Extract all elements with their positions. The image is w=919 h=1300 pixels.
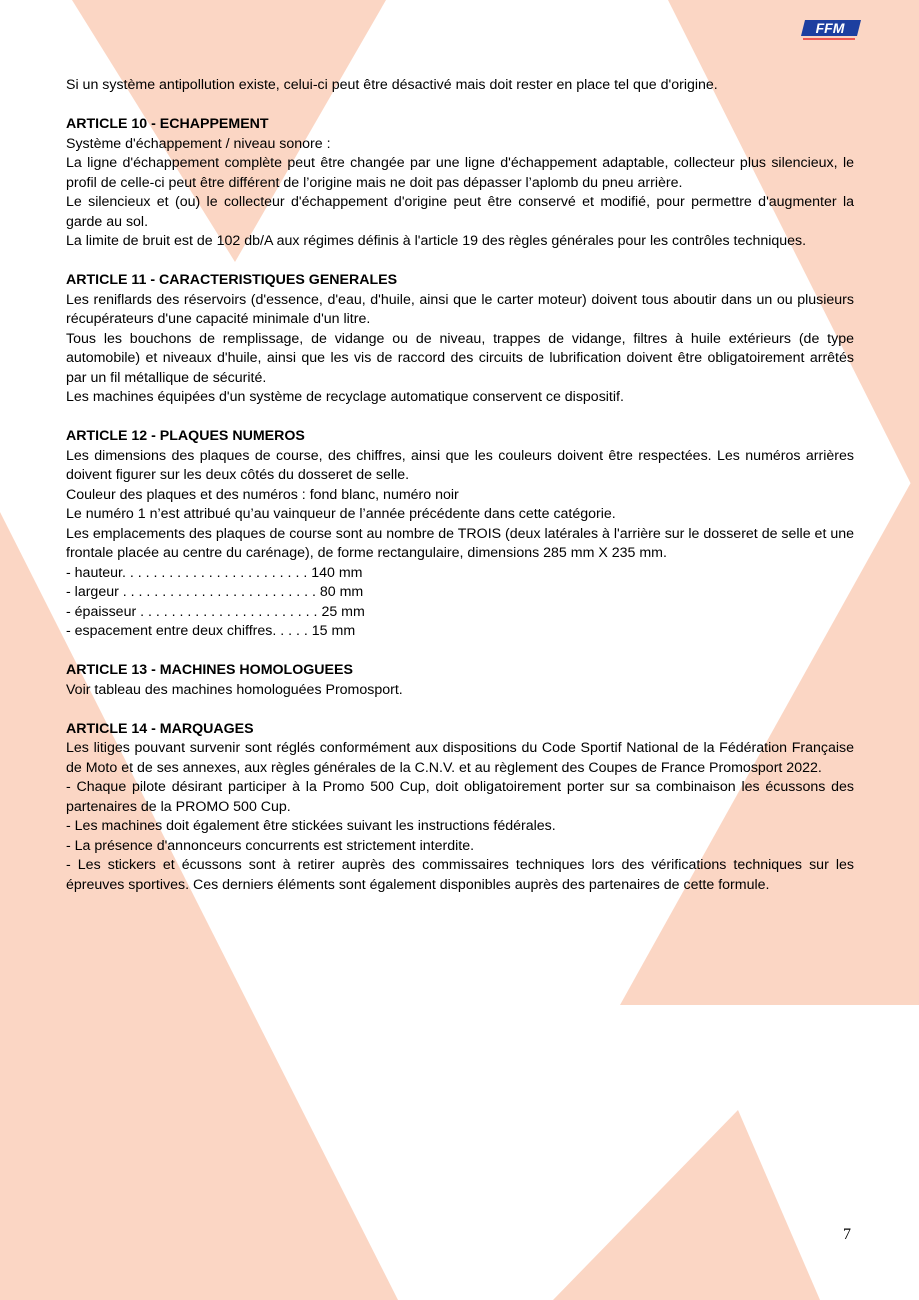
article-14-paragraph: - Les machines doit également être stickées suivant les instructions fédérales. (66, 818, 556, 834)
article-14-paragraph: - La présence d'annonceurs concurrents est strictement interdite. (66, 837, 475, 854)
article-10-section (66, 115, 854, 252)
article-10-paragraph: La ligne d'échappement complète peut être changée par une ligne d'échappement adaptable, collecteur plus silencieux, le profil de celle-ci peut être différent de l’origine mais ne doit pas dépasser l’aplomb du pneu arrière. (66, 155, 854, 191)
article-13-title: ARTICLE 13 - MACHINES HOMOLOGUEES (66, 662, 353, 678)
article-14-section (66, 720, 854, 896)
article-12-section (66, 427, 854, 642)
article-10-paragraph: Système d'échappement / niveau sonore : (66, 135, 331, 152)
article-10-paragraph: La limite de bruit est de 102 db/A aux régimes définis à l'article 19 des règles générales pour les contrôles techniques. (66, 233, 807, 249)
article-14-title: ARTICLE 14 - MARQUAGES (66, 720, 254, 737)
ffm-logo (799, 16, 863, 42)
dimension-line-largeur: - largeur . . . . . . . . . . . . . . . . . . . . . . . . . 80 mm (66, 584, 364, 600)
article-12-title: ARTICLE 12 - PLAQUES NUMEROS (66, 428, 305, 444)
intro-paragraph: Si un système antipollution existe, celui-ci peut être désactivé mais doit rester en place tel que d'origine. (66, 77, 718, 93)
page-number: 7 (843, 1226, 851, 1243)
article-14-paragraph: - Chaque pilote désirant participer à la Promo 500 Cup, doit obligatoirement porter sur sa combinaison les écussons des partenaires de la PROMO 500 Cup. (66, 779, 854, 815)
article-11-title: ARTICLE 11 - CARACTERISTIQUES GENERALES (66, 272, 398, 288)
document-body (66, 76, 854, 895)
article-12-paragraph: Le numéro 1 n’est attribué qu’au vainqueur de l’année précédente dans cette catégorie. (66, 506, 616, 522)
dimension-line-epaisseur: - épaisseur . . . . . . . . . . . . . . . . . . . . . . . 25 mm (66, 603, 365, 620)
dimension-line-hauteur: - hauteur. . . . . . . . . . . . . . . . . . . . . . . . 140 mm (66, 564, 363, 581)
article-10-paragraph: Le silencieux et (ou) le collecteur d'échappement d'origine peut être conservé et modifié, pour permettre d'augmenter la garde au sol. (66, 194, 854, 230)
article-14-paragraph: Les litiges pouvant survenir sont réglés conformément aux dispositions du Code Sportif National de la Fédération Française de Moto et de ses annexes, aux règles générales de la C.N.V. et au règlement des Coupes de France Promosport 2022. (66, 740, 854, 776)
logo-text: FFM (815, 20, 845, 36)
triangle-bottom-right (553, 1110, 820, 1300)
article-11-paragraph: Les reniflards des réservoirs (d'essence, d'eau, d'huile, ainsi que le carter moteur) doivent tous aboutir dans un ou plusieurs récupérateurs d'une capacité minimale d'un litre. (66, 291, 854, 327)
article-13-paragraph: Voir tableau des machines homologuées Promosport. (66, 681, 403, 698)
dimension-line-espacement: - espacement entre deux chiffres. . . . . 15 mm (66, 623, 356, 639)
article-11-section (66, 271, 854, 408)
article-13-section (66, 661, 854, 700)
article-11-paragraph: Les machines équipées d'un système de recyclage automatique conservent ce dispositif. (66, 389, 624, 405)
article-12-paragraph: Couleur des plaques et des numéros : fond blanc, numéro noir (66, 486, 459, 503)
article-12-paragraph: Les emplacements des plaques de course sont au nombre de TROIS (deux latérales à l'arrière sur le dosseret de selle et une frontale placée au centre du carénage), de forme rectangulaire, dimensions 285 mm X 235 mm. (66, 525, 854, 561)
article-10-title: ARTICLE 10 - ECHAPPEMENT (66, 116, 269, 132)
article-11-paragraph: Tous les bouchons de remplissage, de vidange ou de niveau, trappes de vidange, filtres à huile extérieurs (de type automobile) et niveaux d'huile, ainsi que les vis de raccord des circuits de lubrification doivent être obligatoirement arrêtés par un fil métallique de sécurité. (66, 330, 854, 386)
article-14-paragraph: - Les stickers et écussons sont à retirer auprès des commissaires techniques lors des vérifications techniques sur les épreuves sportives. Ces derniers éléments sont également disponibles auprès des partenaires de cette formule. (66, 857, 854, 893)
article-12-paragraph: Les dimensions des plaques de course, des chiffres, ainsi que les couleurs doivent être respectées. Les numéros arrières doivent figurer sur les deux côtés du dosseret de selle. (66, 447, 854, 483)
